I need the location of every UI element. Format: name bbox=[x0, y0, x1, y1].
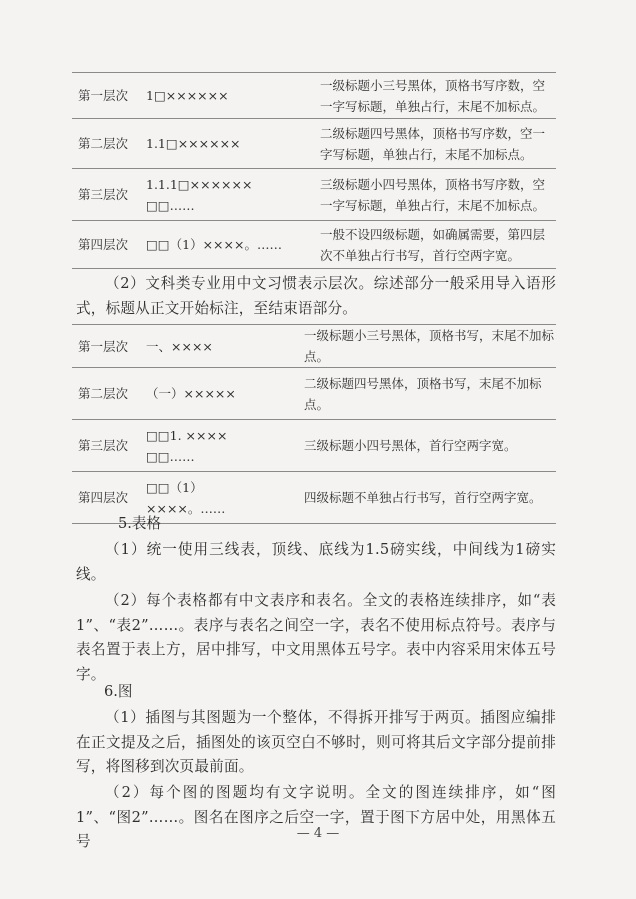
level-cell: 第二层次 bbox=[77, 136, 128, 151]
example-cell: 1□×××××× bbox=[146, 88, 229, 103]
desc-cell: 三级标题小四号黑体，首行空两字宽。 bbox=[304, 438, 517, 453]
table-row bbox=[72, 169, 556, 221]
table-row bbox=[72, 420, 556, 472]
example-cell: 1.1.1□×××××× □□…… bbox=[146, 176, 253, 213]
desc-cell: 一级标题小三号黑体，顶格书写序数，空一字写标题，单独占行，末尾不加标点。 bbox=[320, 77, 546, 114]
section-6-para-2: （2）每个图的图题均有文字说明。全文的图连续排序，如“图1”、“图2”……。图名在图序之后空一字，置于图下方居中处，用黑体五号 bbox=[76, 784, 556, 850]
level-cell: 第四层次 bbox=[77, 490, 128, 505]
table-row bbox=[72, 119, 556, 169]
desc-cell: 三级标题小四号黑体，顶格书写序数，空一字写标题，单独占行，末尾不加标点。 bbox=[320, 176, 546, 213]
desc-cell: 二级标题四号黑体，顶格书写序数，空一字写标题，单独占行，末尾不加标点。 bbox=[320, 125, 546, 162]
page-number: — 4 — bbox=[296, 826, 340, 841]
desc-cell: 四级标题不单独占行书写，首行空两字宽。 bbox=[304, 490, 542, 505]
desc-cell: 一级标题小三号黑体，顶格书写，末尾不加标点。 bbox=[304, 328, 555, 364]
table-row bbox=[72, 325, 556, 368]
liberal-arts-paragraph: （2）文科类专业用中文习惯表示层次。综述部分一般采用导入语形式，标题从正文开始标注，至结束语部分。 bbox=[76, 275, 556, 317]
example-cell: （一）××××× bbox=[146, 386, 236, 401]
section-6-para-1: （1）插图与其图题为一个整体，不得拆开排写于两页。插图应编排在正文提及之后，插图处的该页空白不够时，则可将其后文字部分提前排写，将图移到次页最前面。 bbox=[76, 709, 556, 775]
example-cell: 1.1□×××××× bbox=[146, 136, 241, 151]
level-cell: 第一层次 bbox=[77, 88, 128, 103]
example-cell: □□1. ×××× □□…… bbox=[146, 427, 228, 464]
liberal-heading-levels-table bbox=[72, 324, 556, 524]
table-row bbox=[72, 221, 556, 269]
section-5-para-2: （2）每个表格都有中文表序和表名。全文的表格连续排序，如“表1”、“表2”……。表序与表名之间空一字，表名不使用标点符号。表序与表名置于表上方，居中排写，中文用黑体五号字。表中内容采用宋体五号字。 bbox=[76, 592, 556, 683]
desc-cell: 一般不设四级标题，如确属需要，第四层次不单独占行书写，首行空两字宽。 bbox=[320, 226, 546, 263]
section-5-para-1: （1）统一使用三线表，顶线、底线为1.5磅实线，中间线为1磅实线。 bbox=[76, 541, 556, 583]
level-cell: 第三层次 bbox=[77, 438, 128, 453]
science-heading-levels-table bbox=[72, 72, 556, 269]
example-cell: □□（1） ××××。…… bbox=[146, 479, 226, 516]
desc-cell: 二级标题四号黑体，顶格书写，末尾不加标点。 bbox=[304, 375, 542, 412]
level-cell: 第三层次 bbox=[77, 187, 128, 202]
table-row bbox=[72, 73, 556, 119]
level-cell: 第四层次 bbox=[77, 237, 128, 252]
example-cell: 一、×××× bbox=[146, 338, 213, 354]
level-cell: 第一层次 bbox=[77, 338, 128, 354]
section-5-heading: 5.表格 bbox=[118, 515, 162, 532]
table-row bbox=[72, 368, 556, 420]
example-cell: □□（1）××××。…… bbox=[146, 237, 282, 252]
level-cell: 第二层次 bbox=[77, 386, 128, 401]
section-6-heading: 6.图 bbox=[104, 683, 133, 700]
